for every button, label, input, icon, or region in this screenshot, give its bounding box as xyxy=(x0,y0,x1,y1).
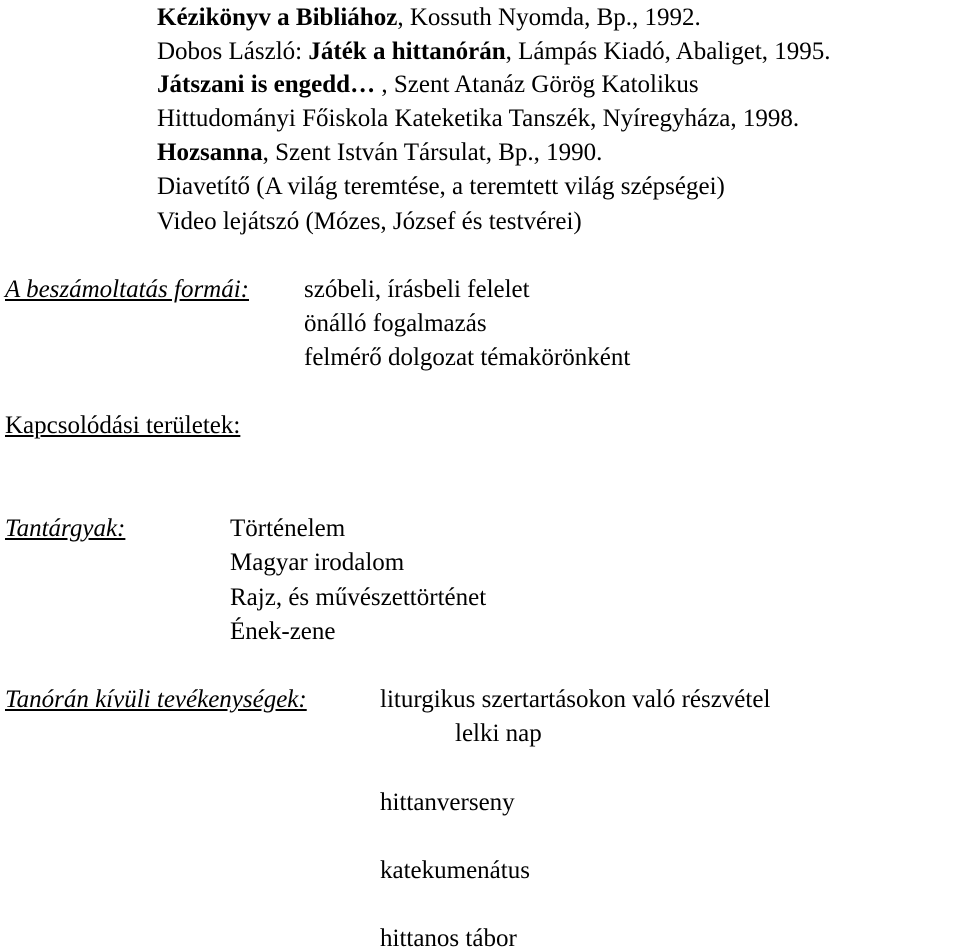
subject-item: Ének-zene xyxy=(230,618,336,645)
book-title: Hozsanna xyxy=(157,139,263,166)
publisher-info: , Szent Atanáz Görög Katolikus xyxy=(381,71,699,98)
book-title: Játszani is engedd… xyxy=(157,71,382,98)
publisher-info: , Kossuth Nyomda, Bp., 1992. xyxy=(397,4,701,31)
related-areas-label: Kapcsolódási területek: xyxy=(5,412,241,439)
subjects-label: Tantárgyak: xyxy=(5,515,126,542)
book-title: Játék a hittanórán xyxy=(308,38,506,65)
bibliography-entry-continuation: Hittudományi Főiskola Kateketika Tanszék, Nyíregyháza, 1998. xyxy=(157,105,800,132)
extracurricular-item: lelki nap xyxy=(455,720,542,747)
subject-item: Történelem xyxy=(230,515,346,542)
bibliography-entry xyxy=(157,140,602,165)
subject-item: Rajz, és művészettörténet xyxy=(230,584,487,611)
publisher-info: , Lámpás Kiadó, Abaliget, 1995. xyxy=(505,38,831,65)
extracurricular-label: Tanórán kívüli tevékenységek: xyxy=(5,686,307,713)
book-title: Kézikönyv a Bibliához xyxy=(157,4,398,31)
publisher-info: , Szent István Társulat, Bp., 1990. xyxy=(262,139,603,166)
bibliography-entry xyxy=(157,5,701,30)
assessment-item: szóbeli, írásbeli felelet xyxy=(304,276,530,303)
bibliography-entry xyxy=(157,39,831,64)
equipment-entry: Diavetítő (A világ teremtése, a teremtett világ szépségei) xyxy=(157,173,725,200)
author: Dobos László: xyxy=(157,38,309,65)
bibliography-entry xyxy=(157,72,699,97)
subject-item: Magyar irodalom xyxy=(230,549,405,576)
extracurricular-item: liturgikus szertartásokon való részvétel xyxy=(380,686,771,713)
extracurricular-item: katekumenátus xyxy=(380,857,530,884)
assessment-item: önálló fogalmazás xyxy=(304,310,487,337)
assessment-label: A beszámoltatás formái: xyxy=(5,276,249,303)
extracurricular-item: hittanverseny xyxy=(380,789,515,816)
equipment-entry: Video lejátszó (Mózes, József és testvérei) xyxy=(157,208,582,235)
assessment-item: felmérő dolgozat témakörönként xyxy=(304,344,631,371)
extracurricular-item: hittanos tábor xyxy=(380,925,517,952)
